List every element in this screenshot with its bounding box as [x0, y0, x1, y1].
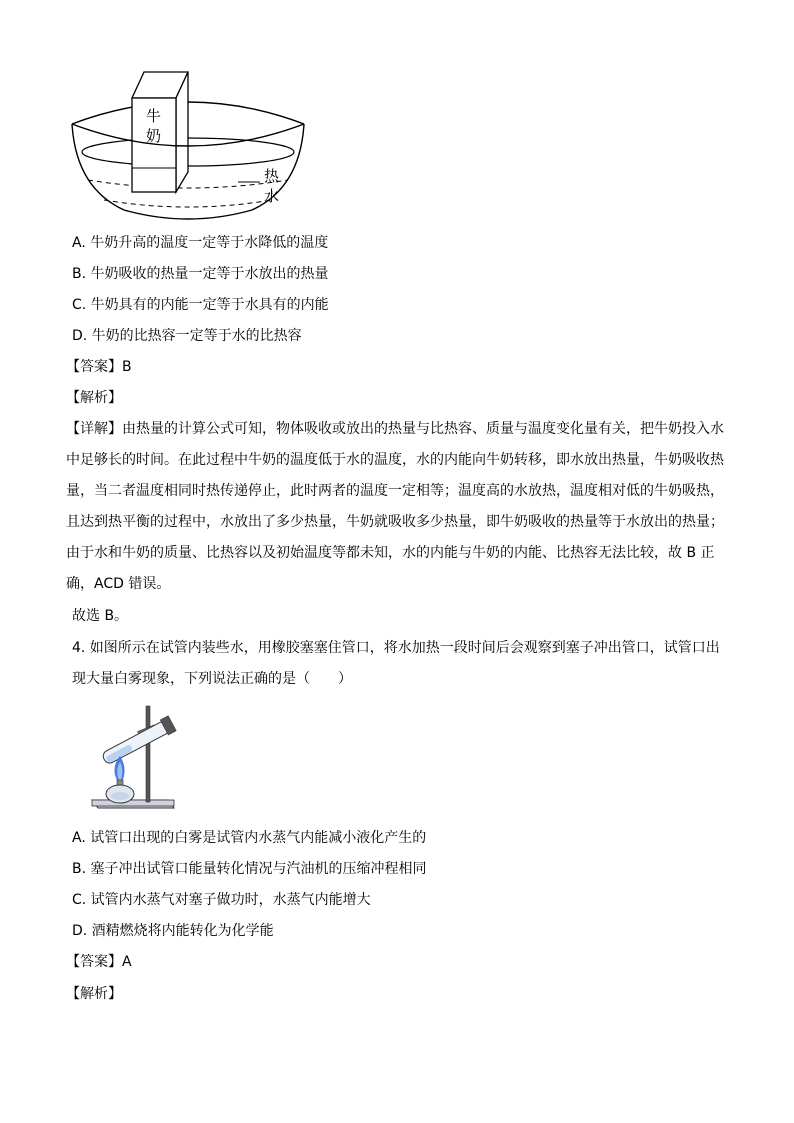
- q3-detail-text: 由热量的计算公式可知，物体吸收或放出的热量与比热容、质量与温度变化量有关，把牛奶投入水中足够长的时间。在此过程中牛奶的温度低于水的温度，水的内能向牛奶转移，即水放出热量，牛奶吸收热量，当二者温度相同时热传递停止，此时两者的温度一定相等；温度高的水放热，温度相对低的牛奶吸热，且达到热平衡的过程中，水放出了多少热量，牛奶就吸收多少热量，即牛奶吸收的热量等于水放出的热量；由于水和牛奶的质量、比热容以及初始温度等都未知，水的内能与牛奶的内能、比热容无法比较，故 B 正确，ACD 错误。: [66, 421, 724, 592]
- milk-box-label-1: 牛: [146, 107, 162, 125]
- q3-conclusion: 故选 B。: [72, 608, 129, 624]
- q4-option-c: C. 试管内水蒸气对塞子做功时，水蒸气内能增大: [72, 892, 371, 908]
- q4-option-b: B. 塞子冲出试管口能量转化情况与汽油机的压缩冲程相同: [72, 861, 427, 877]
- q4-option-d: D. 酒精燃烧将内能转化为化学能: [72, 923, 274, 939]
- q4-answer: [66, 952, 132, 972]
- q3-analysis-tag: 【解析】: [66, 390, 122, 406]
- milk-box-label-2: 奶: [146, 127, 162, 145]
- q3-option-c: C. 牛奶具有的内能一定等于水具有的内能: [72, 297, 329, 313]
- q3-option-b: B. 牛奶吸收的热量一定等于水放出的热量: [72, 266, 329, 282]
- q4-analysis-tag: 【解析】: [66, 986, 122, 1002]
- hot-water-label-1: 热: [264, 167, 280, 185]
- q3-answer-value: B: [122, 359, 132, 375]
- q4-answer-tag: 【答案】: [66, 954, 122, 970]
- q3-option-d: D. 牛奶的比热容一定等于水的比热容: [72, 328, 302, 344]
- q3-detail: [66, 414, 726, 600]
- q4-answer-value: A: [122, 954, 132, 970]
- q3-detail-tag: 【详解】: [66, 421, 122, 437]
- q3-option-a: A. 牛奶升高的温度一定等于水降低的温度: [72, 235, 329, 251]
- q3-answer-tag: 【答案】: [66, 359, 122, 375]
- hot-water-label-2: 水: [264, 187, 280, 205]
- q4-stem: 4. 如图所示在试管内装些水，用橡胶塞塞住管口，将水加热一段时间后会观察到塞子冲出管口，试管口出现大量白雾现象，下列说法正确的是（ ）: [72, 640, 720, 687]
- test-tube-heating-figure: [88, 702, 198, 814]
- q4-option-a: A. 试管口出现的白雾是试管内水蒸气内能减小液化产生的: [72, 830, 427, 846]
- q3-answer: [66, 357, 132, 377]
